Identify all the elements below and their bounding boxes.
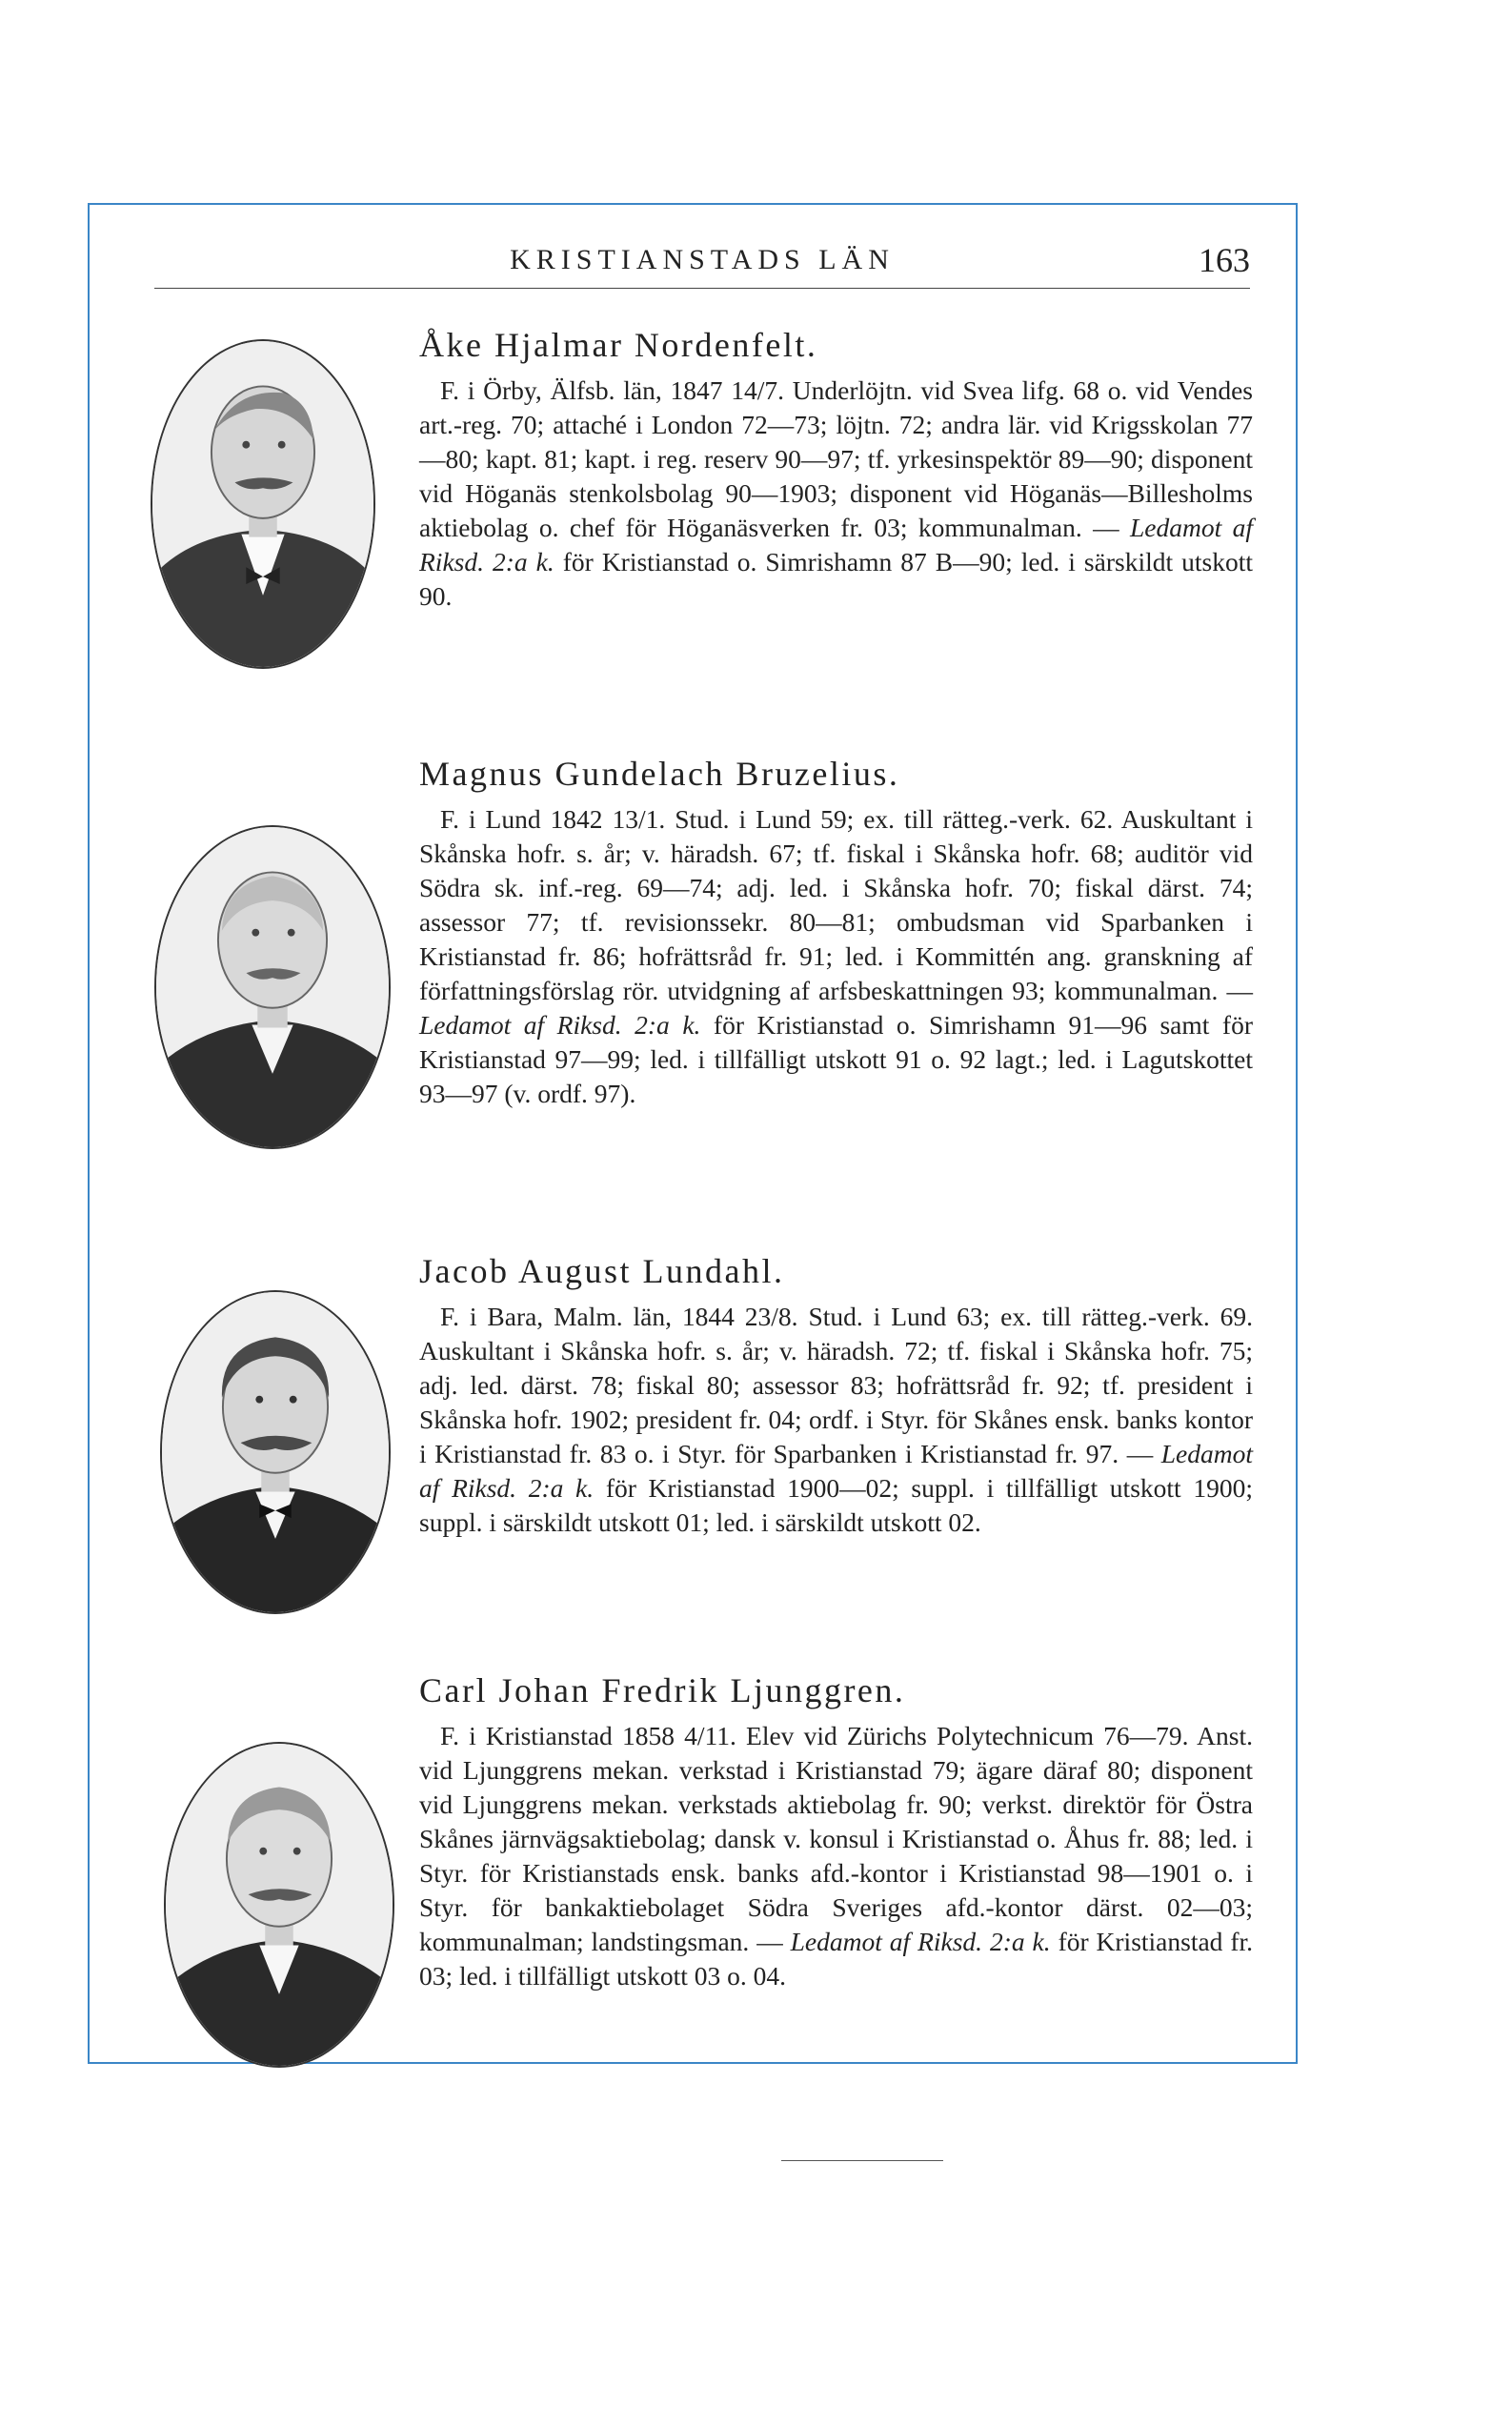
entry-text: F. i Lund 1842 13/1. Stud. i Lund 59; ex. till rätteg.-verk. 62. Auskultant i Skånska hofr. s. år; v. häradsh. 67; tf. fiskal i Skånska hofr. 68; auditör vid Södra sk. inf.-reg. 69—74; adj. led. i Skånska hofr. 70; fiskal därst. 74; assessor 77; tf. revisionssekr. 80—81; ombudsman vid Sparbanken i Kristianstad fr. 86; hofrättsråd fr. 91; led. i Kommittén ang. granskning af författningsförslag rör. utvidgning af arfsbeskattningen 93; kommunalman. — (419, 804, 1253, 1005)
page-number: 163 (1199, 241, 1250, 279)
entry-nordenfelt (419, 324, 1253, 614)
portrait-nordenfelt (151, 339, 375, 669)
entry-text: F. i Örby, Älfsb. län, 1847 14/7. Underlöjtn. vid Svea lifg. 68 o. vid Vendes art.-reg. 70; attaché i London 72—73; löjtn. 72; andra lär. vid Krigsskolan 77—80; kapt. 81; kapt. i reg. reserv 90—97; tf. yrkesinspektör 89—90; disponent vid Höganäs stenkolsbolag 90—1903; disponent vid Höganäs—Billesholms aktiebolag o. chef för Höganäsverken fr. 03; kommunalman. — (419, 375, 1253, 542)
entry-name: Åke Hjalmar Nordenfelt. (419, 326, 818, 364)
entry-body (419, 802, 1253, 1111)
page-header (154, 238, 1250, 292)
portrait-bruzelius (154, 825, 391, 1149)
end-rule (781, 2160, 943, 2161)
entry-body (419, 1300, 1253, 1540)
portrait-lundahl (160, 1290, 391, 1614)
entry-text-tail: för Kristianstad 1900—02; suppl. i tillfälligt utskott 1900; suppl. i särskildt utskott 01; led. i särskildt utskott 02. (419, 1473, 1253, 1537)
entry-lundahl (419, 1250, 1253, 1540)
entry-riksdag-label: Ledamot af Riksd. 2:a k. (419, 513, 1253, 576)
entry-name: Carl Johan Fredrik Ljunggren. (419, 1671, 906, 1709)
entry-ljunggren (419, 1669, 1253, 1993)
entry-riksdag-label: Ledamot af Riksd. 2:a k. (790, 1927, 1051, 1956)
entry-text: F. i Bara, Malm. län, 1844 23/8. Stud. i Lund 63; ex. till rätteg.-verk. 69. Auskultant i Skånska hofr. s. år; v. häradsh. 72; tf. fiskal i Skånska hofr. 75; adj. led. därst. 78; fiskal 80; assessor 83; hofrättsråd fr. 92; tf. president i Skånska hofr. 1902; president fr. 04; ordf. i Styr. för Skånes ensk. banks kontor i Kristianstad fr. 83 o. i Styr. för Sparbanken i Kristianstad fr. 97. — (419, 1302, 1253, 1468)
entry-name: Jacob August Lundahl. (419, 1252, 785, 1290)
entry-bruzelius (419, 753, 1253, 1111)
entry-text: F. i Kristianstad 1858 4/11. Elev vid Zürichs Polytechnicum 76—79. Anst. vid Ljunggrens mekan. verkstad i Kristianstad 79; ägare däraf 80; disponent vid Ljunggrens mekan. verkstads aktiebolag fr. 90; verkst. direktör för Östra Skånes järnvägsaktiebolag; dansk v. konsul i Kristianstad o. Åhus fr. 88; led. i Styr. för Kristianstads ensk. banks afd.-kontor i Kristianstad 98—1901 o. i Styr. för bankaktiebolaget Södra Sveriges afd.-kontor därst. 02—03; kommunalman; landstingsman. — (419, 1721, 1253, 1956)
entry-riksdag-label: Ledamot af Riksd. 2:a k. (419, 1010, 701, 1040)
entry-riksdag-label: Ledamot af Riksd. 2:a k. (419, 1439, 1254, 1503)
entry-name: Magnus Gundelach Bruzelius. (419, 755, 900, 793)
entry-body (419, 1719, 1253, 1993)
entry-text-tail: för Kristianstad fr. 03; led. i tillfälligt utskott 03 o. 04. (419, 1927, 1254, 1991)
entry-body (419, 374, 1253, 614)
running-title: KRISTIANSTADS LÄN (510, 244, 895, 275)
header-rule (154, 288, 1250, 289)
entry-text-tail: för Kristianstad o. Simrishamn 87 B—90; led. i särskildt utskott 90. (419, 547, 1253, 611)
portrait-ljunggren (164, 1742, 394, 2068)
entry-text-tail: för Kristianstad o. Simrishamn 91—96 samt för Kristianstad 97—99; led. i tillfälligt utskott 91 o. 92 lagt.; led. i Lagutskottet 93—97 (v. ordf. 97). (419, 1010, 1253, 1108)
